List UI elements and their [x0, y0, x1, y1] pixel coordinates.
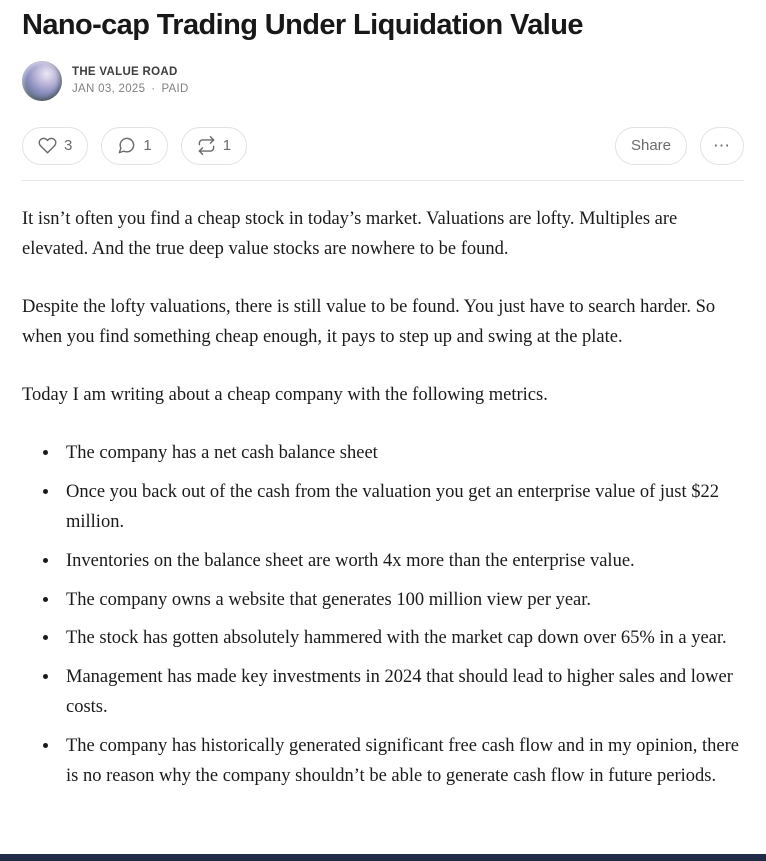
byline — [22, 61, 744, 101]
metric-bullet: • Inventories on the balance sheet are worth 4x more than the enterprise value. — [60, 547, 744, 577]
like-count: 3 — [64, 137, 73, 155]
metric-bullet: • The stock has gotten absolutely hammered with the market cap down over 65% in a year. — [60, 624, 744, 654]
restack-icon — [197, 136, 216, 155]
restack-count: 1 — [222, 137, 232, 155]
restack-button[interactable] — [181, 127, 247, 165]
metric-bullet: • The company has historically generated significant free cash flow and in my opinion, there is no reason why the company shouldn’t be able to generate cash flow in future periods. — [60, 732, 744, 792]
paid-badge: PAID — [161, 83, 189, 96]
bottom-bar — [0, 854, 766, 861]
action-bar — [22, 127, 744, 165]
paragraph: Despite the lofty valuations, there is still value to be found. You just have to search harder. So when you find something cheap enough, it pays to step up and swing at the plate. — [22, 296, 716, 347]
metric-bullet: • The company owns a website that generates 100 million view per year. — [60, 586, 744, 616]
avatar[interactable] — [22, 61, 62, 101]
divider — [22, 180, 744, 181]
like-button[interactable] — [22, 127, 88, 165]
ellipsis-icon: ⋯ — [713, 136, 731, 156]
engagement-buttons — [22, 127, 247, 165]
article-body — [22, 205, 744, 793]
comment-count: 1 — [143, 137, 152, 155]
more-options-button[interactable] — [700, 127, 744, 165]
meta-separator: · — [151, 83, 156, 96]
share-label: Share — [630, 137, 671, 155]
heart-icon — [38, 136, 57, 155]
share-button[interactable] — [615, 127, 687, 165]
metric-bullet: • Management has made key investments in 2024 that should lead to higher sales and lower costs. — [60, 663, 744, 723]
page-title: Nano-cap Trading Under Liquidation Value — [22, 9, 583, 41]
paragraph: It isn’t often you find a cheap stock in today’s market. Valuations are lofty. Multiples are elevated. And the true deep value stocks are nowhere to be found. — [22, 208, 678, 259]
post-date: JAN 03, 2025 — [72, 83, 146, 96]
paragraph: Today I am writing about a cheap company with the following metrics. — [22, 384, 548, 405]
author-name[interactable]: THE VALUE ROAD — [72, 66, 178, 79]
share-buttons — [615, 127, 744, 165]
post-meta — [72, 83, 189, 95]
byline-text — [72, 66, 189, 95]
metrics-list — [22, 439, 744, 793]
metric-bullet: • The company has a net cash balance sheet — [60, 439, 744, 469]
comment-button[interactable] — [101, 127, 167, 165]
comment-icon — [117, 136, 136, 155]
metric-bullet: • Once you back out of the cash from the valuation you get an enterprise value of just $22 million. — [60, 478, 744, 538]
